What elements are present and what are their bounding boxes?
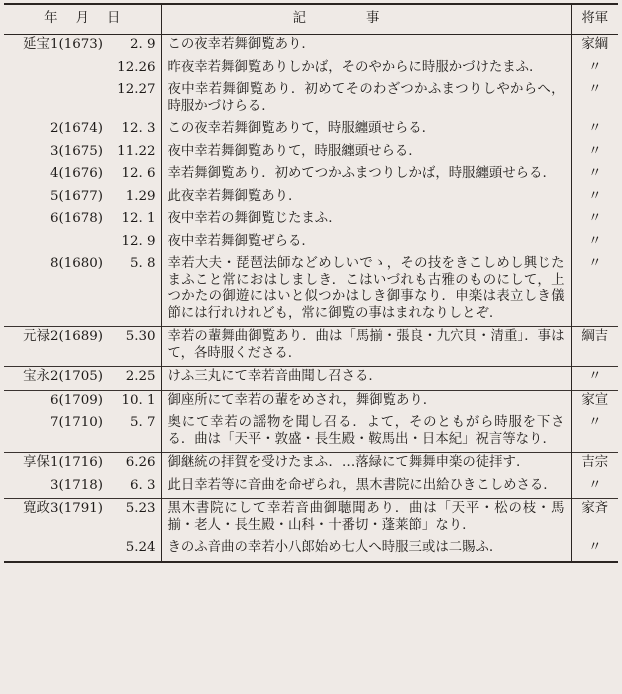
shogun-cell: 〃 xyxy=(588,540,602,555)
shogun-cell: 〃 xyxy=(588,166,602,181)
era-cell: 2(1674) xyxy=(49,121,103,136)
shogun-cell: 〃 xyxy=(571,367,618,391)
shogun-cell: 家斉 xyxy=(571,499,618,539)
month-day-cell: 10. 1 xyxy=(103,390,161,413)
record-cell: 夜中幸若舞御覧ぜらる. xyxy=(161,232,571,255)
era-cell: 3(1675) xyxy=(49,143,103,159)
era-cell: 延宝1(1673) xyxy=(23,37,103,52)
shogun-cell: 家宣 xyxy=(571,390,618,413)
header-record-1: 記 xyxy=(292,11,307,27)
record-cell: きのふ音曲の幸若小八郎始め七人へ時服三或は二賜ふ. xyxy=(161,538,571,562)
record-cell: 夜中幸若舞御覧ありて，時服纏頭せらる. xyxy=(161,142,571,165)
table-row xyxy=(4,232,618,255)
shogun-cell: 〃 xyxy=(588,121,602,136)
month-day-cell: 5.24 xyxy=(103,538,161,562)
record-cell: この夜幸若舞御覧あり. xyxy=(161,35,571,58)
month-day-cell: 5. 8 xyxy=(103,254,161,327)
table-row xyxy=(4,164,618,187)
month-day-cell: 12. 6 xyxy=(103,164,161,187)
record-cell: けふ三丸にて幸若音曲聞し召さる. xyxy=(161,367,571,391)
header-date xyxy=(4,4,161,35)
month-day-cell: 12. 9 xyxy=(103,232,161,255)
table-row xyxy=(4,209,618,232)
shogun-cell: 〃 xyxy=(588,143,602,159)
record-cell: 黒木書院にして幸若音曲御聴聞あり．曲は「天平・松の枝・馬揃・老人・長生殿・山科・十番切・蓬莱節」なり. xyxy=(161,499,571,539)
era-cell: 7(1710) xyxy=(49,415,103,430)
month-day-cell: 6. 3 xyxy=(103,476,161,499)
era-cell: 5(1677) xyxy=(49,188,103,204)
shogun-cell: 〃 xyxy=(588,82,602,97)
era-cell xyxy=(4,58,103,81)
era-cell: 寛政3(1791) xyxy=(4,499,103,539)
shogun-cell: 〃 xyxy=(588,233,602,249)
era-cell: 6(1709) xyxy=(4,390,103,413)
table-row xyxy=(4,35,618,58)
header-record-2: 事 xyxy=(366,11,380,27)
era-cell: 宝永2(1705) xyxy=(4,367,103,391)
era-cell xyxy=(4,232,103,255)
table-header xyxy=(4,4,618,35)
era-cell: 3(1718) xyxy=(49,477,103,493)
record-cell: 奥にて幸若の謡物を聞し召る．よて，そのともがら時服を下さる．曲は「天平・敦盛・長生殿・鞍馬出・日本紀」祝言等なり. xyxy=(161,413,571,453)
shogun-cell: 〃 xyxy=(588,211,602,226)
era-cell xyxy=(4,538,103,562)
month-day-cell: 2.25 xyxy=(103,367,161,391)
table-row xyxy=(4,254,618,327)
header-record xyxy=(161,4,571,35)
shogun-cell: 吉宗 xyxy=(571,453,618,476)
month-day-cell: 6.26 xyxy=(103,453,161,476)
table-row xyxy=(4,80,618,119)
table-row xyxy=(4,142,618,165)
month-day-cell: 12.26 xyxy=(103,58,161,81)
table-body xyxy=(4,35,618,562)
month-day-cell: 5.30 xyxy=(103,327,161,367)
header-month: 月 xyxy=(75,11,89,27)
era-cell: 4(1676) xyxy=(49,166,103,181)
record-cell: 昨夜幸若舞御覧ありしかば，そのやからに時服かづけたまふ. xyxy=(161,58,571,81)
record-cell: 夜中幸若舞御覧あり．初めてそのわざつかふまつりしやからへ，時服かづけらる. xyxy=(161,80,571,119)
header-shogun: 将軍 xyxy=(571,4,618,35)
table-row xyxy=(4,413,618,453)
table-row xyxy=(4,390,618,413)
era-cell: 6(1678) xyxy=(49,211,103,226)
month-day-cell: 1.29 xyxy=(103,187,161,210)
header-day: 日 xyxy=(106,11,121,27)
shogun-cell: 〃 xyxy=(588,415,602,430)
month-day-cell: 12. 3 xyxy=(103,119,161,142)
table-row xyxy=(4,58,618,81)
month-day-cell: 2. 9 xyxy=(103,35,161,58)
shogun-cell: 〃 xyxy=(588,256,602,271)
era-cell: 享保1(1716) xyxy=(4,453,103,476)
record-cell: 御継統の拝賀を受けたまふ．…落緑にて舞舞申楽の徒拝す. xyxy=(161,453,571,476)
shogun-cell: 〃 xyxy=(588,59,602,75)
month-day-cell: 12.27 xyxy=(103,80,161,119)
shogun-cell: 〃 xyxy=(588,188,602,204)
table-row xyxy=(4,476,618,499)
record-cell: この夜幸若舞御覧ありて，時服纏頭せらる. xyxy=(161,119,571,142)
table-row xyxy=(4,119,618,142)
month-day-cell: 5. 7 xyxy=(103,413,161,453)
record-cell: 此日幸若等に音曲を命ぜられ，黒木書院に出給ひきこしめさる. xyxy=(161,476,571,499)
record-cell: 幸若の輩舞曲御覧あり．曲は「馬揃・張良・九穴貝・清重」．事はて，各時服くださる. xyxy=(161,327,571,367)
month-day-cell: 11.22 xyxy=(103,142,161,165)
record-cell: 此夜幸若舞御覧あり. xyxy=(161,187,571,210)
table-row xyxy=(4,187,618,210)
shogun-cell: 綱吉 xyxy=(571,327,618,367)
era-cell: 8(1680) xyxy=(49,256,103,271)
table-row xyxy=(4,327,618,367)
chronology-table xyxy=(4,3,618,563)
shogun-cell: 家綱 xyxy=(581,37,609,52)
table-row xyxy=(4,367,618,391)
table-row xyxy=(4,538,618,562)
month-day-cell: 5.23 xyxy=(103,499,161,539)
month-day-cell: 12. 1 xyxy=(103,209,161,232)
era-cell xyxy=(4,80,103,119)
table-row xyxy=(4,499,618,539)
table-row xyxy=(4,453,618,476)
header-year: 年 xyxy=(44,11,58,27)
record-cell: 御座所にて幸若の輩をめされ，舞御覧あり. xyxy=(161,390,571,413)
record-cell: 幸若大夫・琵琶法師などめしいでゝ，その技をきこしめし興じたまふこと常におはしましき．こはいづれも古雅のものにして，上つかたの御遊にはいと似つかはしき御事なり．申楽は表立しき儀節には行れけれども，常に御覧の事はまれなりしとぞ. xyxy=(161,254,571,327)
era-cell: 元禄2(1689) xyxy=(4,327,103,367)
shogun-cell: 〃 xyxy=(588,477,602,493)
record-cell: 幸若舞御覧あり．初めてつかふまつりしかば，時服纏頭せらる. xyxy=(161,164,571,187)
record-cell: 夜中幸若の舞御覧じたまふ. xyxy=(161,209,571,232)
